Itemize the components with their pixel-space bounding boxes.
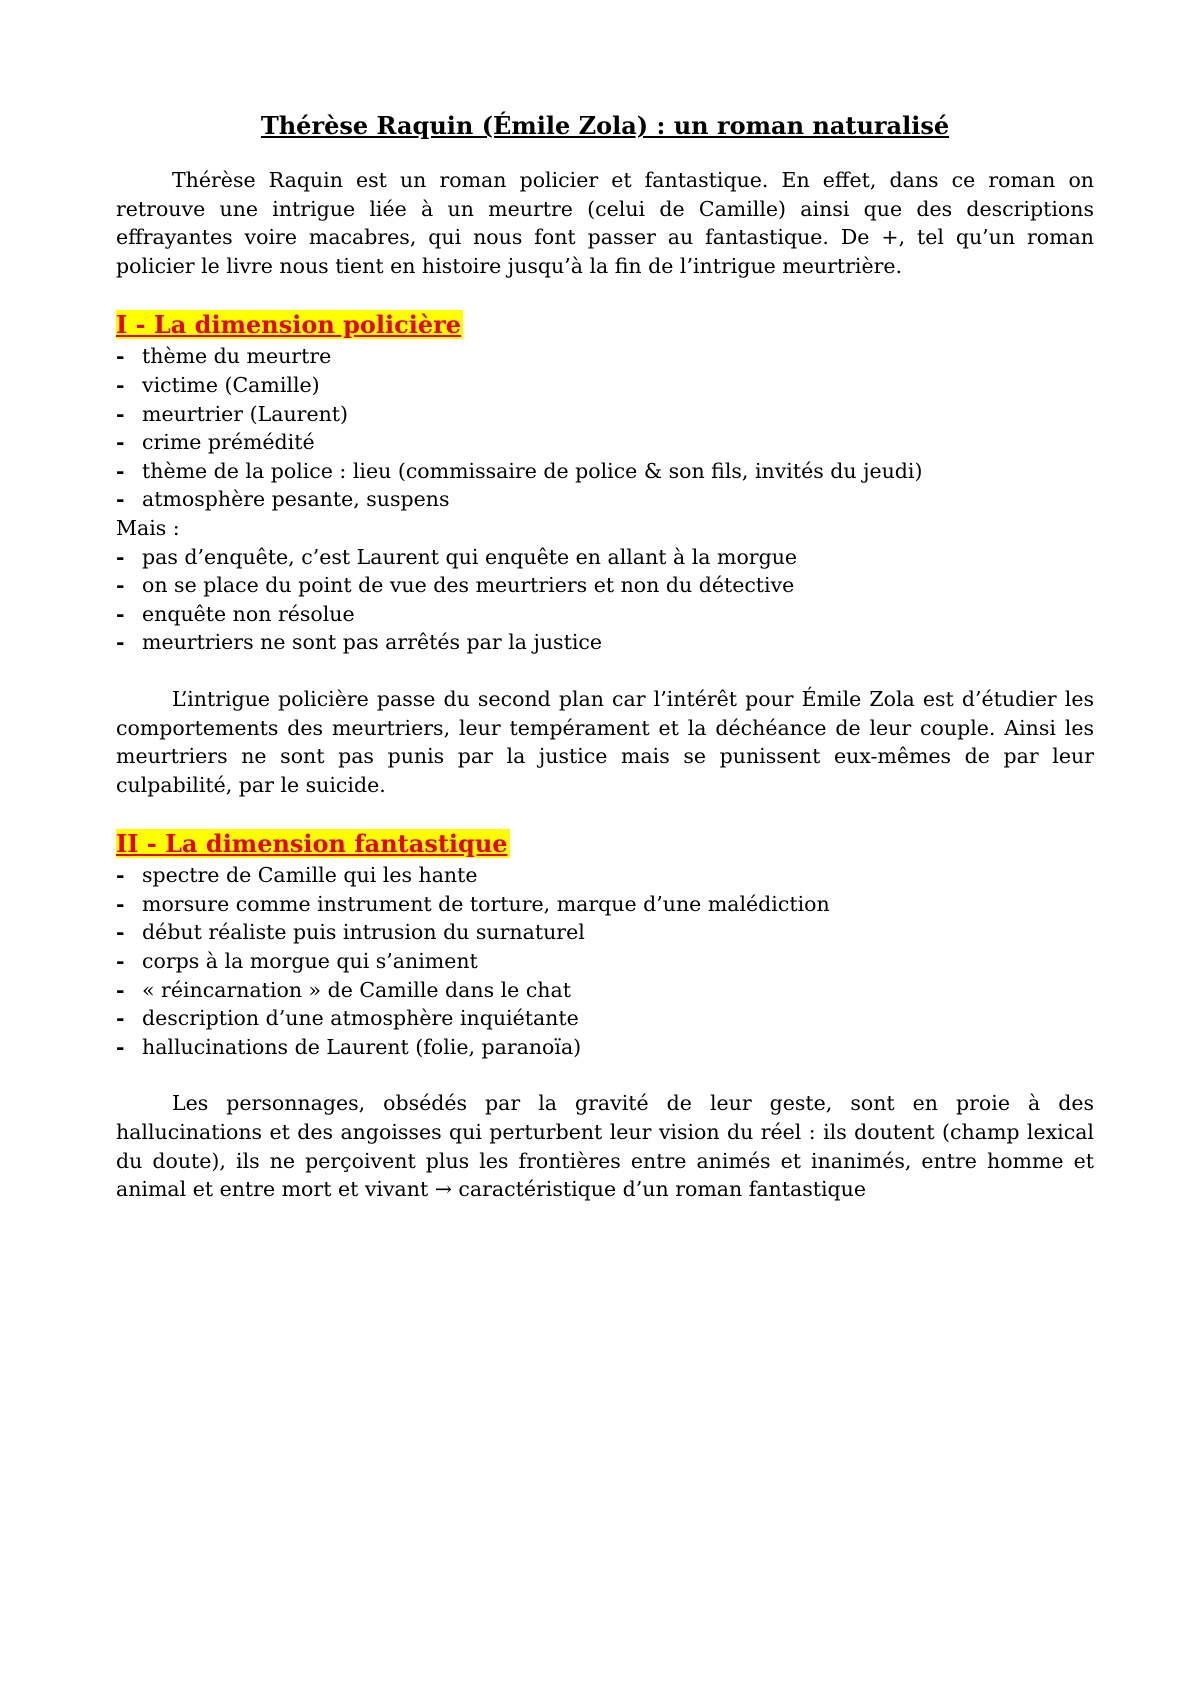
fantastique-conclusion: Les personnages, obsédés par la gravité de leur geste, sont en proie à des hallucinations et des angoisses qui perturbent leur vision du réel : ils doutent (champ lexical du doute), ils ne perçoivent plus les frontières entre animés et inanimés, entre homme et animal et entre mort et vivant → caractéristique d’un roman fantastique xyxy=(116,1091,1094,1202)
list-item: - corps à la morgue qui s’animent xyxy=(116,947,1094,976)
policiere-conclusion: L’intrigue policière passe du second plan car l’intérêt pour Émile Zola est d’étudier les comportements des meurtriers, leur tempérament et la déchéance de leur couple. Ainsi les meurtriers ne sont pas punis par la justice mais se punissent eux-mêmes de par leur culpabilité, par le suicide. xyxy=(116,686,1094,797)
mais-list xyxy=(116,543,1094,657)
policiere-list xyxy=(116,342,1094,514)
list-item: - hallucinations de Laurent (folie, paranoïa) xyxy=(116,1033,1094,1062)
document-title: Thérèse Raquin (Émile Zola) : un roman naturalisé xyxy=(260,111,950,140)
list-item: - « réincarnation » de Camille dans le chat xyxy=(116,976,1094,1005)
list-item: - victime (Camille) xyxy=(116,371,1094,400)
intro-paragraph: Thérèse Raquin est un roman policier et fantastique. En effet, dans ce roman on retrouve une intrigue liée à un meurtre (celui de Camille) ainsi que des descriptions effrayantes voire macabres, qui nous font passer au fantastique. De +, tel qu’un roman policier le livre nous tient en histoire jusqu’à la fin de l’intrigue meurtrière. xyxy=(116,168,1094,278)
fantastique-list xyxy=(116,861,1094,1061)
list-item: - crime prémédité xyxy=(116,428,1094,457)
list-item: - description d’une atmosphère inquiétante xyxy=(116,1004,1094,1033)
list-item: - morsure comme instrument de torture, marque d’une malédiction xyxy=(116,890,1094,919)
list-item: - thème de la police : lieu (commissaire de police & son fils, invités du jeudi) xyxy=(116,457,1094,486)
list-item: - meurtrier (Laurent) xyxy=(116,400,1094,429)
document-body xyxy=(116,110,1094,1204)
section-heading-fantastique xyxy=(116,827,1094,861)
list-item: - enquête non résolue xyxy=(116,600,1094,629)
list-item: - meurtriers ne sont pas arrêtés par la justice xyxy=(116,628,1094,657)
mais-label: Mais : xyxy=(116,515,180,540)
list-item: - thème du meurtre xyxy=(116,342,1094,371)
list-item: - on se place du point de vue des meurtriers et non du détective xyxy=(116,571,1094,600)
spacer xyxy=(116,1061,1094,1089)
section-heading-policiere-text: I - La dimension policière xyxy=(116,310,462,340)
list-item: - pas d’enquête, c’est Laurent qui enquête en allant à la morgue xyxy=(116,543,1094,572)
section-heading-policiere xyxy=(116,308,1094,342)
list-item: - début réaliste puis intrusion du surnaturel xyxy=(116,918,1094,947)
spacer xyxy=(116,657,1094,685)
list-item: - atmosphère pesante, suspens xyxy=(116,485,1094,514)
section-heading-fantastique-text: II - La dimension fantastique xyxy=(116,829,508,859)
list-item: - spectre de Camille qui les hante xyxy=(116,861,1094,890)
